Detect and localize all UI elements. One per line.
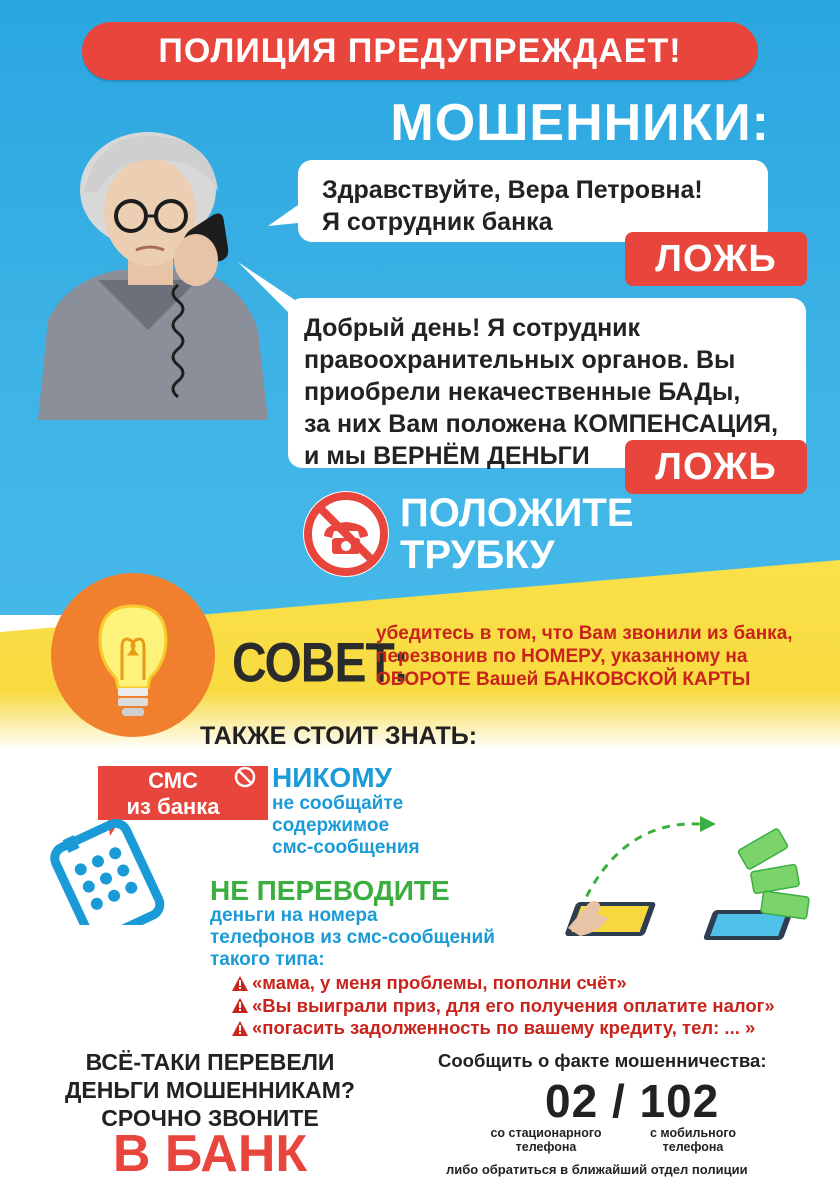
sms-label-line: из банка xyxy=(126,794,220,819)
call-bank-text: В БАНК xyxy=(112,1125,308,1183)
transfer-line: телефонов из смс-сообщений xyxy=(210,927,495,948)
warning-list xyxy=(232,972,775,1040)
advice-line: ОБОРОТЕ Вашей БАНКОВСКОЙ КАРТЫ xyxy=(376,669,751,690)
nobody-title: НИКОМУ xyxy=(272,762,392,793)
scammers-title: МОШЕННИКИ: xyxy=(390,94,770,152)
warning-text: «мама, у меня проблемы, пополни счёт» xyxy=(252,972,627,993)
grandma-phone-illustration xyxy=(28,130,268,420)
advice-text xyxy=(376,622,793,691)
warning-item xyxy=(232,972,775,995)
warning-triangle-icon xyxy=(232,1021,248,1036)
still-line: ВСЁ-ТАКИ ПЕРЕВЕЛИ xyxy=(85,1049,335,1075)
no-phone-icon xyxy=(300,488,392,580)
landline-caption-line: со стационарного xyxy=(490,1126,602,1140)
police-numbers: 02 / 102 xyxy=(545,1075,720,1127)
advice-label: СОВЕТ: xyxy=(232,633,409,695)
nobody-line: не сообщайте xyxy=(272,793,404,814)
report-fraud-title: Сообщить о факте мошенничества: xyxy=(438,1050,767,1071)
landline-caption-line: телефона xyxy=(515,1140,577,1154)
transfer-text xyxy=(210,905,495,971)
nobody-line: содержимое xyxy=(272,815,390,836)
money-transfer-illustration xyxy=(540,810,820,955)
mobile-caption-line: телефона xyxy=(662,1140,724,1154)
bubble1-line: Здравствуйте, Вера Петровна! xyxy=(322,176,703,204)
sms-label xyxy=(108,768,238,820)
still-line: СРОЧНО ЗВОНИТЕ xyxy=(101,1105,319,1131)
nobody-text xyxy=(272,793,420,859)
warning-text: «Вы выиграли приз, для его получения оплатите налог» xyxy=(252,994,775,1016)
lightbulb-icon xyxy=(48,570,218,740)
sms-label-line: СМС xyxy=(148,768,198,793)
police-office-text: либо обратиться в ближайший отдел полиции xyxy=(446,1162,748,1177)
mobile-caption xyxy=(628,1126,758,1154)
bubble1-line: Я сотрудник банка xyxy=(322,208,553,236)
transfer-line: такого типа: xyxy=(210,949,325,970)
landline-caption xyxy=(476,1126,616,1154)
hang-up-text xyxy=(400,492,634,576)
still-transferred-title xyxy=(20,1048,400,1132)
also-know-heading: ТАКЖЕ СТОИТ ЗНАТЬ: xyxy=(200,722,478,750)
advice-line: убедитесь в том, что Вам звонили из банка, xyxy=(376,623,793,644)
transfer-title: НЕ ПЕРЕВОДИТЕ xyxy=(210,875,450,906)
transfer-line: деньги на номера xyxy=(210,905,378,926)
banner-text: ПОЛИЦИЯ ПРЕДУПРЕЖДАЕТ! xyxy=(158,31,682,70)
advice-line: перезвонив по НОМЕРУ, указанному на xyxy=(376,646,748,667)
hang-up-line: ТРУБКУ xyxy=(400,533,555,577)
warning-item xyxy=(232,1017,775,1040)
lie-badge: ЛОЖЬ xyxy=(625,232,807,286)
bubble2-line: Добрый день! Я сотрудник xyxy=(304,314,641,342)
bubble2-line: и мы ВЕРНЁМ ДЕНЬГИ xyxy=(304,442,590,470)
bubble2-line: за них Вам положена КОМПЕНСАЦИЯ, xyxy=(304,410,779,438)
bubble2-line: правоохранительных органов. Вы xyxy=(304,346,736,374)
nobody-line: смс-сообщения xyxy=(272,837,420,858)
bubble2-line: приобрели некачественные БАДы, xyxy=(304,378,741,406)
hang-up-line: ПОЛОЖИТЕ xyxy=(400,491,634,535)
warning-text: «погасить задолженность по вашему кредиту, тел: ... » xyxy=(252,1017,756,1038)
police-warning-banner xyxy=(82,22,758,80)
still-line: ДЕНЬГИ МОШЕННИКАМ? xyxy=(65,1077,355,1103)
lie-badge: ЛОЖЬ xyxy=(625,440,807,494)
warning-triangle-icon xyxy=(232,998,248,1013)
warning-triangle-icon xyxy=(232,976,248,991)
speech-bubble-bank xyxy=(298,160,768,242)
warning-item xyxy=(232,995,775,1018)
mobile-caption-line: с мобильного xyxy=(649,1126,737,1140)
